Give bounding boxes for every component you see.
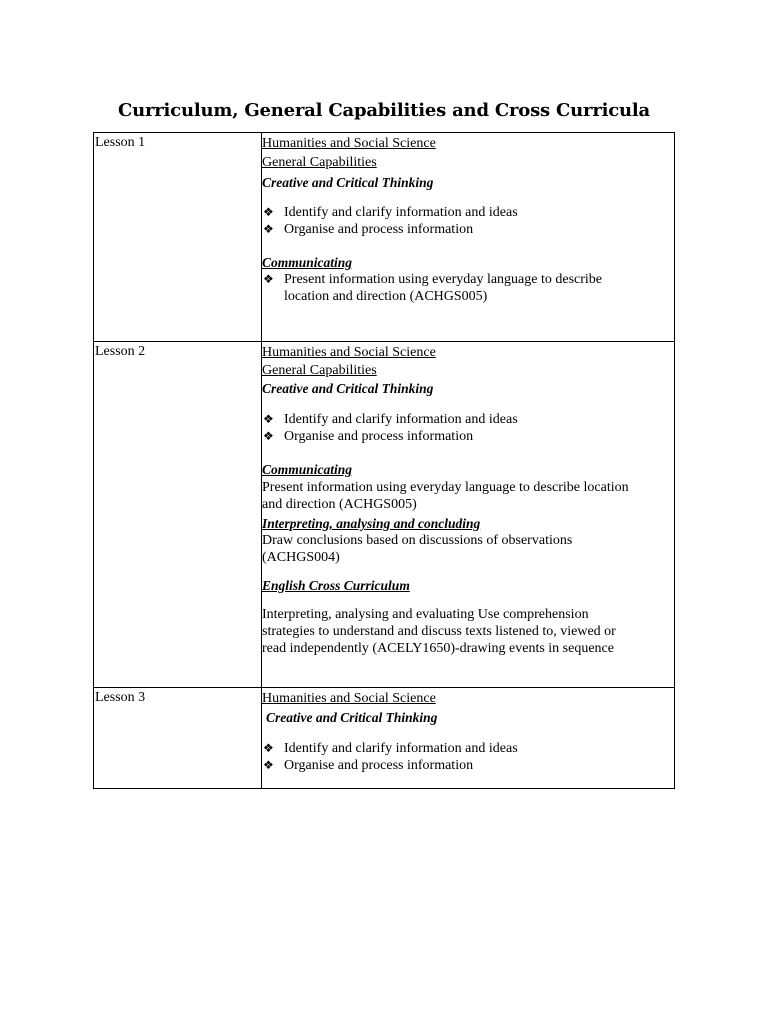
lesson-label-cell	[94, 688, 262, 789]
cct-list	[262, 204, 674, 238]
page-title: Curriculum, General Capabilities and Cross Curricula	[117, 100, 651, 121]
english-cross-curriculum-heading: English Cross Curriculum	[262, 578, 410, 593]
communicating-heading: Communicating	[262, 462, 353, 477]
list-item: ❖ Identify and clarify information and ideas	[263, 205, 518, 220]
bullet-icon: ❖	[263, 412, 274, 426]
bullet-icon: ❖	[263, 205, 274, 219]
list-item: ❖ Organise and process information	[263, 758, 474, 773]
communicating-list	[262, 271, 674, 305]
lesson-label: Lesson 2	[95, 344, 146, 359]
hss-heading: Humanities and Social Science	[262, 691, 436, 706]
table-row	[94, 133, 675, 342]
lesson-label: Lesson 3	[95, 690, 146, 705]
english-text: Interpreting, analysing and evaluating Use comprehension strategies to understand and discuss texts listened to, viewed or read independently (ACELY1650)-drawing events in sequence	[262, 607, 616, 656]
list-item: ❖ Present information using everyday language to describe location and direction (ACHGS005)	[263, 272, 603, 304]
communicating-text: Present information using everyday language to describe location and direction (ACHGS005)	[262, 480, 629, 512]
bullet-icon: ❖	[263, 758, 274, 772]
hss-heading: Humanities and Social Science	[262, 345, 436, 360]
lesson-label: Lesson 1	[95, 135, 146, 150]
table-row	[94, 342, 675, 688]
cct-heading: Creative and Critical Thinking	[262, 381, 434, 396]
cct-heading: Creative and Critical Thinking	[262, 175, 434, 190]
list-item: ❖ Identify and clarify information and ideas	[263, 741, 518, 756]
bullet-icon: ❖	[263, 429, 274, 443]
list-item: ❖ Organise and process information	[263, 429, 474, 444]
hss-heading: Humanities and Social Science	[262, 136, 436, 151]
general-capabilities-heading: General Capabilities	[262, 155, 377, 170]
cct-list	[262, 740, 674, 774]
lesson-content-cell	[262, 133, 675, 342]
list-item: ❖ Identify and clarify information and ideas	[263, 412, 518, 427]
interpreting-text: Draw conclusions based on discussions of observations (ACHGS004)	[262, 533, 573, 565]
lesson-label-cell	[94, 342, 262, 688]
communicating-heading: Communicating	[262, 255, 353, 270]
cct-heading: Creative and Critical Thinking	[266, 710, 438, 725]
list-item: ❖ Organise and process information	[263, 222, 474, 237]
lesson-content-cell	[262, 342, 675, 688]
lesson-label-cell	[94, 133, 262, 342]
interpreting-heading: Interpreting, analysing and concluding	[262, 516, 481, 531]
bullet-icon: ❖	[263, 272, 274, 286]
curriculum-table	[93, 132, 675, 789]
general-capabilities-heading: General Capabilities	[262, 363, 377, 378]
bullet-icon: ❖	[263, 222, 274, 236]
lesson-content-cell	[262, 688, 675, 789]
table-row	[94, 688, 675, 789]
cct-list	[262, 411, 674, 445]
bullet-icon: ❖	[263, 741, 274, 755]
